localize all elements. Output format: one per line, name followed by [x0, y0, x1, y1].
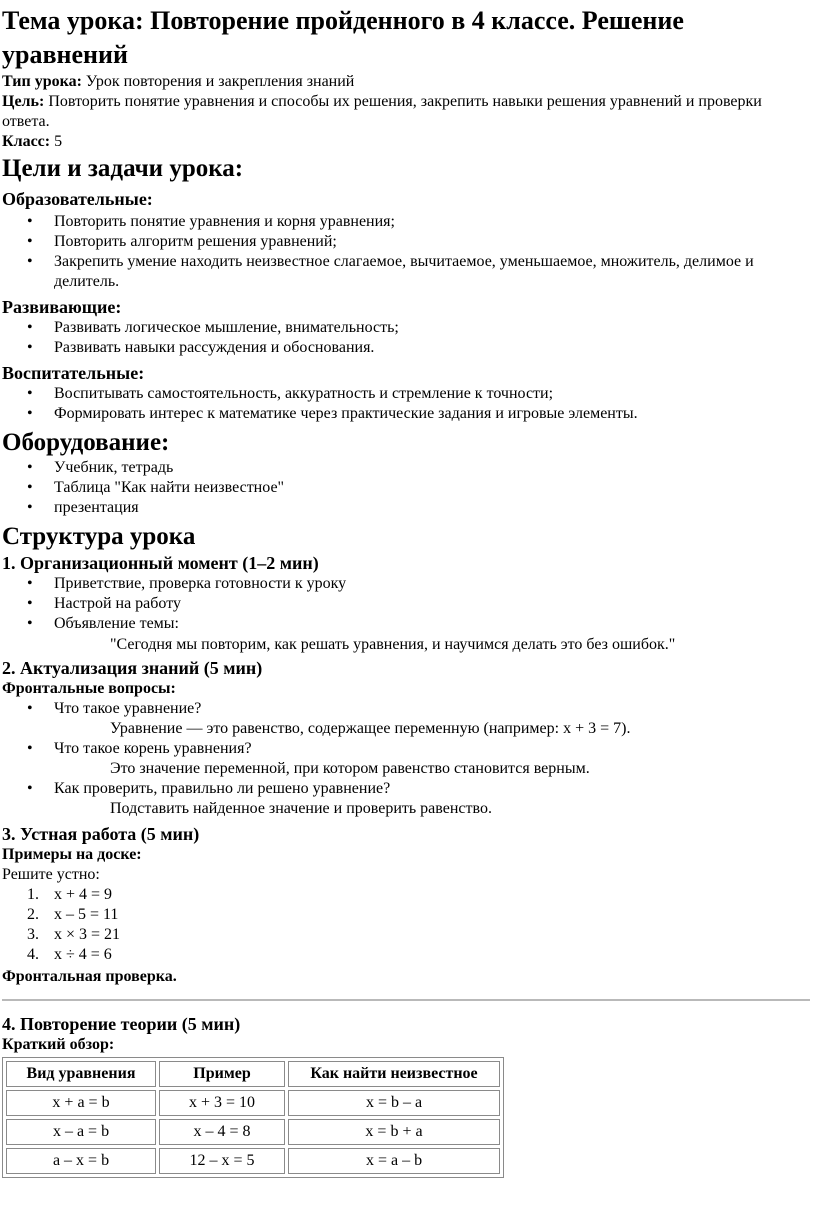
table-header: Как найти неизвестное — [288, 1061, 500, 1087]
list-item: • Повторить алгоритм решения уравнений; — [54, 232, 810, 252]
lesson-grade — [2, 132, 810, 152]
lesson-type-label: Тип урока: — [2, 73, 82, 90]
section-2-list — [2, 779, 810, 799]
dev-goals-heading: Развивающие: — [2, 297, 122, 317]
table-row — [6, 1090, 500, 1116]
section-2-list — [2, 699, 810, 719]
table-row — [6, 1148, 500, 1174]
lesson-type-value: Урок повторения и закрепления знаний — [81, 73, 355, 90]
table-cell: 12 – x = 5 — [159, 1148, 285, 1174]
table-cell: x – 4 = 8 — [159, 1119, 285, 1145]
list-item: x × 3 = 21 — [54, 926, 121, 943]
list-item: • Повторить понятие уравнения и корня уравнения; — [54, 212, 810, 232]
theory-table — [2, 1057, 504, 1178]
list-item: • презентация — [54, 498, 810, 518]
section-3-heading: 3. Устная работа (5 мин) — [2, 824, 200, 844]
lesson-grade-value: 5 — [50, 133, 63, 150]
section-1-list — [2, 574, 810, 634]
list-item: • Что такое корень уравнения? — [54, 739, 810, 759]
section-2-subheading: Фронтальные вопросы: — [2, 680, 176, 697]
lesson-goal-label: Цель: — [2, 93, 45, 110]
list-item: • Учебник, тетрадь — [54, 458, 810, 478]
section-1-quote: "Сегодня мы повторим, как решать уравнения, и научимся делать это без ошибок." — [110, 636, 676, 653]
divider — [2, 999, 810, 1001]
section-2-heading: 2. Актуализация знаний (5 мин) — [2, 658, 263, 678]
section-3-subheading: Примеры на доске: — [2, 846, 142, 863]
table-cell: x = b + a — [288, 1119, 500, 1145]
list-item: • Формировать интерес к математике через практические задания и игровые элементы. — [54, 404, 810, 424]
upb-goals-list — [2, 384, 810, 424]
list-item: • Закрепить умение находить неизвестное слагаемое, вычитаемое, уменьшаемое, множитель, делимое и делитель. — [54, 252, 810, 292]
list-item: • Воспитывать самостоятельность, аккуратность и стремление к точности; — [54, 384, 810, 404]
lesson-grade-label: Класс: — [2, 133, 51, 150]
list-item: • Развивать навыки рассуждения и обоснования. — [54, 338, 810, 358]
table-header: Пример — [159, 1061, 285, 1087]
list-item: • Приветствие, проверка готовности к уроку — [54, 574, 810, 594]
dev-goals-list — [2, 318, 810, 358]
lesson-type — [2, 72, 810, 92]
page-title: Тема урока: Повторение пройденного в 4 классе. Решение уравнений — [2, 6, 684, 69]
section-2-list — [2, 739, 810, 759]
goals-heading: Цели и задачи урока: — [2, 155, 244, 182]
table-header-row — [6, 1061, 500, 1087]
list-item: • Что такое уравнение? — [54, 699, 810, 719]
answer-text: Это значение переменной, при котором равенство становится верным. — [110, 760, 590, 777]
table-header: Вид уравнения — [6, 1061, 156, 1087]
lesson-goal-value: Повторить понятие уравнения и способы их решения, закрепить навыки решения уравнений и проверки ответа. — [2, 93, 762, 130]
section-3-check: Фронтальная проверка. — [2, 968, 177, 985]
oral-examples-list — [2, 885, 810, 965]
edu-goals-list — [2, 212, 810, 292]
list-item: • Настрой на работу — [54, 594, 810, 614]
table-row — [6, 1119, 500, 1145]
list-item: • Как проверить, правильно ли решено уравнение? — [54, 779, 810, 799]
lesson-goal — [2, 92, 810, 132]
answer-text: Подставить найденное значение и проверить равенство. — [110, 800, 492, 817]
section-4-heading: 4. Повторение теории (5 мин) — [2, 1014, 241, 1034]
list-item: x ÷ 4 = 6 — [54, 946, 112, 963]
list-item: x – 5 = 11 — [54, 906, 119, 923]
table-cell: a – x = b — [6, 1148, 156, 1174]
list-item: • Объявление темы: — [54, 614, 810, 634]
upb-goals-heading: Воспитательные: — [2, 363, 145, 383]
list-item: • Развивать логическое мышление, внимательность; — [54, 318, 810, 338]
equipment-heading: Оборудование: — [2, 429, 170, 456]
section-3-intro: Решите устно: — [2, 866, 100, 883]
table-cell: x = b – a — [288, 1090, 500, 1116]
section-4-subheading: Краткий обзор: — [2, 1036, 115, 1053]
structure-heading: Структура урока — [2, 523, 196, 550]
list-item: x + 4 = 9 — [54, 886, 113, 903]
table-cell: x – a = b — [6, 1119, 156, 1145]
section-1-heading: 1. Организационный момент (1–2 мин) — [2, 553, 319, 573]
equipment-list — [2, 458, 810, 518]
list-item: • Таблица "Как найти неизвестное" — [54, 478, 810, 498]
table-cell: x + a = b — [6, 1090, 156, 1116]
table-cell: x = a – b — [288, 1148, 500, 1174]
table-cell: x + 3 = 10 — [159, 1090, 285, 1116]
edu-goals-heading: Образовательные: — [2, 189, 153, 209]
answer-text: Уравнение — это равенство, содержащее переменную (например: x + 3 = 7). — [110, 720, 631, 737]
